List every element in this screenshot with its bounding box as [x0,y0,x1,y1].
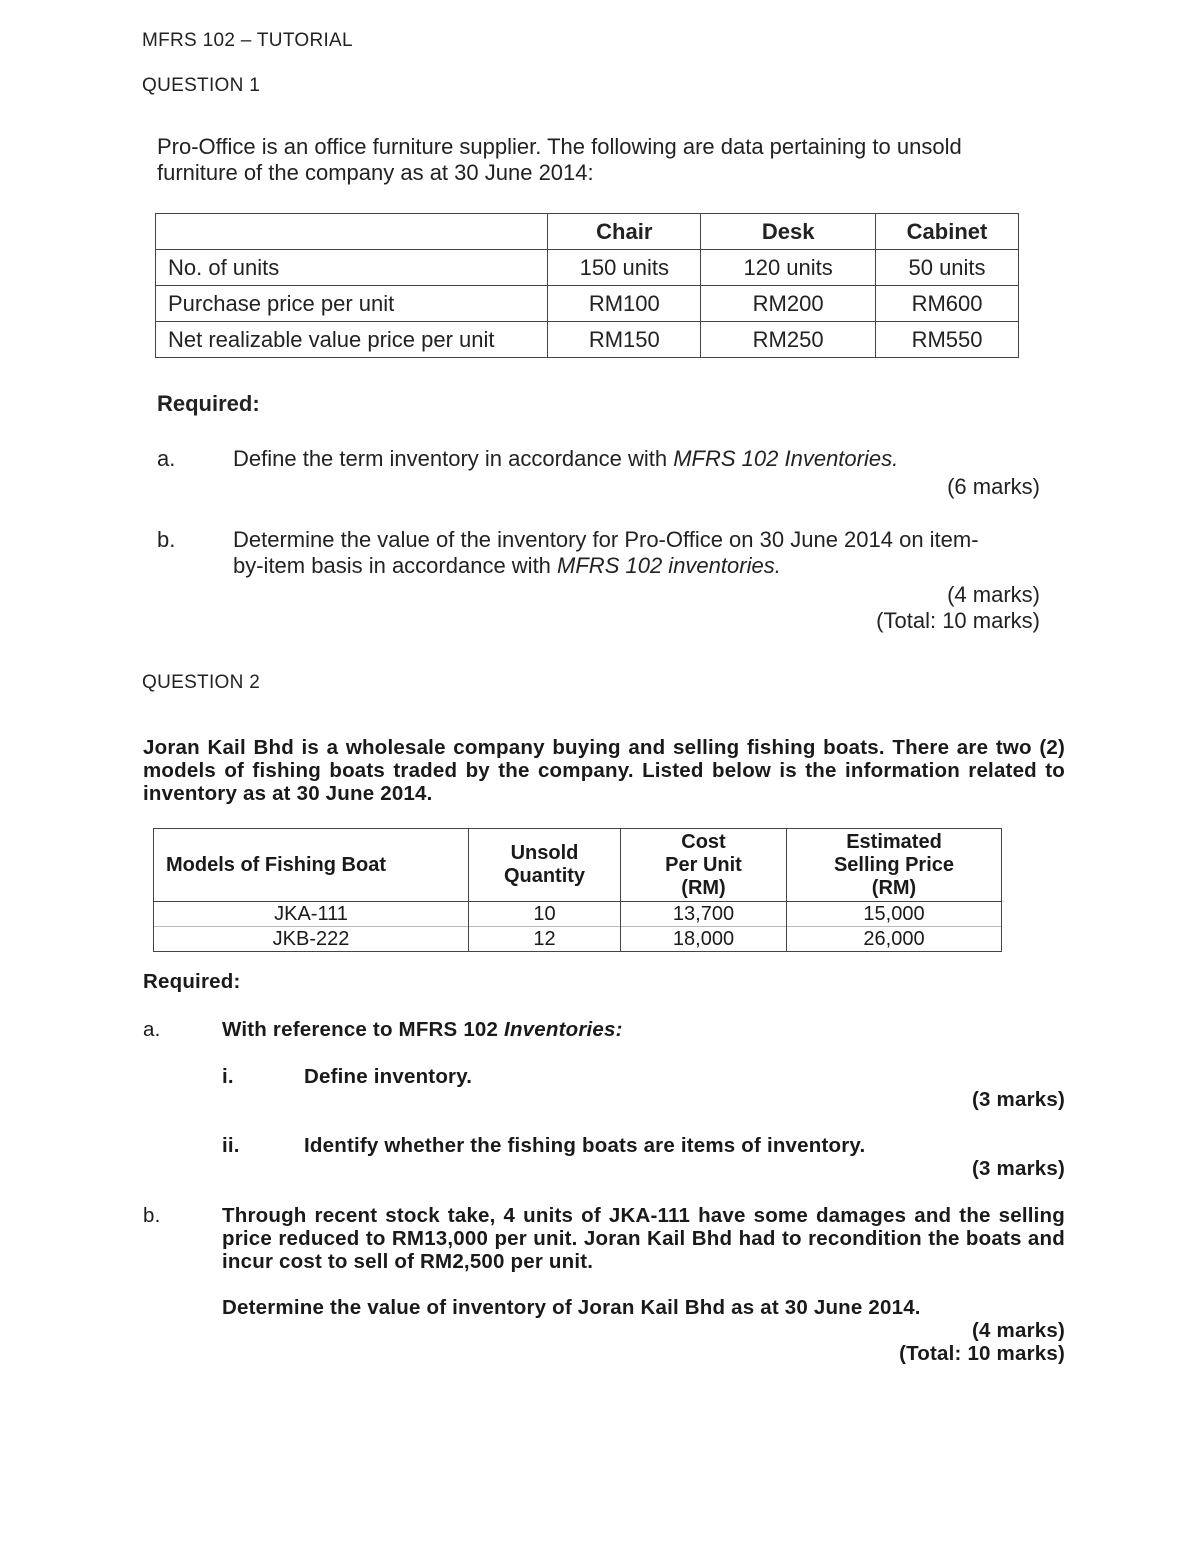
q1-b-label: b. [157,527,176,552]
q1-a-label: a. [157,446,176,471]
table-cell: 13,700 [621,902,787,927]
table-cell: Net realizable value price per unit [156,322,548,358]
table-cell: 150 units [548,250,701,286]
document-header: MFRS 102 – TUTORIAL [142,30,353,51]
table-row [156,322,1019,358]
table-cell: RM550 [876,322,1019,358]
table-cell: RM100 [548,286,701,322]
table-cell: JKA-111 [154,902,469,927]
q2-b-marks: (4 marks) [972,1319,1065,1342]
table-header-cell: Unsold Quantity [469,829,621,902]
table-cell: 15,000 [787,902,1002,927]
table-cell: JKB-222 [154,927,469,952]
table-cell: 18,000 [621,927,787,952]
q2-aii-text: Identify whether the fishing boats are items of inventory. [304,1134,866,1157]
table-cell: 26,000 [787,927,1002,952]
q2-b-paragraph: Through recent stock take, 4 units of JKA-111 have some damages and the selling price reduced to RM13,000 per unit. Joran Kail Bhd had to recondition the boats and incur cost to sell of RM2,500 per unit. [222,1204,1065,1273]
table-cell: RM250 [701,322,876,358]
table-header-cell: Chair [548,214,701,250]
q2-b-label: b. [143,1204,161,1227]
q2-intro-paragraph: Joran Kail Bhd is a wholesale company buying and selling fishing boats. There are two (2) models of fishing boats traded by the company. Listed below is the information related to inventory as at 30 June 2014. [143,736,1065,805]
question-2-heading: QUESTION 2 [142,672,261,693]
q1-required-heading: Required: [157,391,260,416]
q1-a-text: Define the term inventory in accordance with MFRS 102 Inventories. [233,446,899,471]
q2-total-marks: (Total: 10 marks) [899,1342,1065,1365]
table-cell: 50 units [876,250,1019,286]
q1-b-line-2: by-item basis in accordance with MFRS 102 inventories. [233,553,781,578]
table-header-cell: Estimated Selling Price (RM) [787,829,1002,902]
table-header-row [154,829,1002,902]
q1-intro-line-2: furniture of the company as at 30 June 2014: [157,160,594,185]
q1-b-line-1: Determine the value of the inventory for Pro-Office on 30 June 2014 on item- [233,527,979,552]
table-row [154,927,1002,952]
table-cell: RM200 [701,286,876,322]
q2-ai-marks: (3 marks) [972,1088,1065,1111]
q2-required-heading: Required: [143,970,241,993]
q2-aii-marks: (3 marks) [972,1157,1065,1180]
table-header-cell: Models of Fishing Boat [154,829,469,902]
q2-a-text: With reference to MFRS 102 Inventories: [222,1018,623,1041]
table-cell: 12 [469,927,621,952]
table-cell: RM150 [548,322,701,358]
q2-ai-text: Define inventory. [304,1065,473,1088]
table-cell: No. of units [156,250,548,286]
q2-ai-label: i. [222,1065,234,1088]
table-header-row [156,214,1019,250]
q2-a-label: a. [143,1018,161,1041]
q2-aii-label: ii. [222,1134,240,1157]
table-row [156,286,1019,322]
question-1-heading: QUESTION 1 [142,75,261,96]
q1-a-marks: (6 marks) [947,474,1040,499]
table-header-cell: Cost Per Unit (RM) [621,829,787,902]
q1-total-marks: (Total: 10 marks) [876,608,1040,633]
table-cell: 120 units [701,250,876,286]
table-header-cell [156,214,548,250]
table-row [156,250,1019,286]
table-cell: 10 [469,902,621,927]
table-cell: Purchase price per unit [156,286,548,322]
table-cell: RM600 [876,286,1019,322]
q1-furniture-table [155,213,1019,358]
table-header-cell: Desk [701,214,876,250]
q2-fishing-boat-table [153,828,1002,952]
q1-b-marks: (4 marks) [947,582,1040,607]
table-row [154,902,1002,927]
table-header-cell: Cabinet [876,214,1019,250]
q2-b-task: Determine the value of inventory of Joran Kail Bhd as at 30 June 2014. [222,1296,921,1319]
q1-intro-line-1: Pro-Office is an office furniture supplier. The following are data pertaining to unsold [157,134,962,159]
